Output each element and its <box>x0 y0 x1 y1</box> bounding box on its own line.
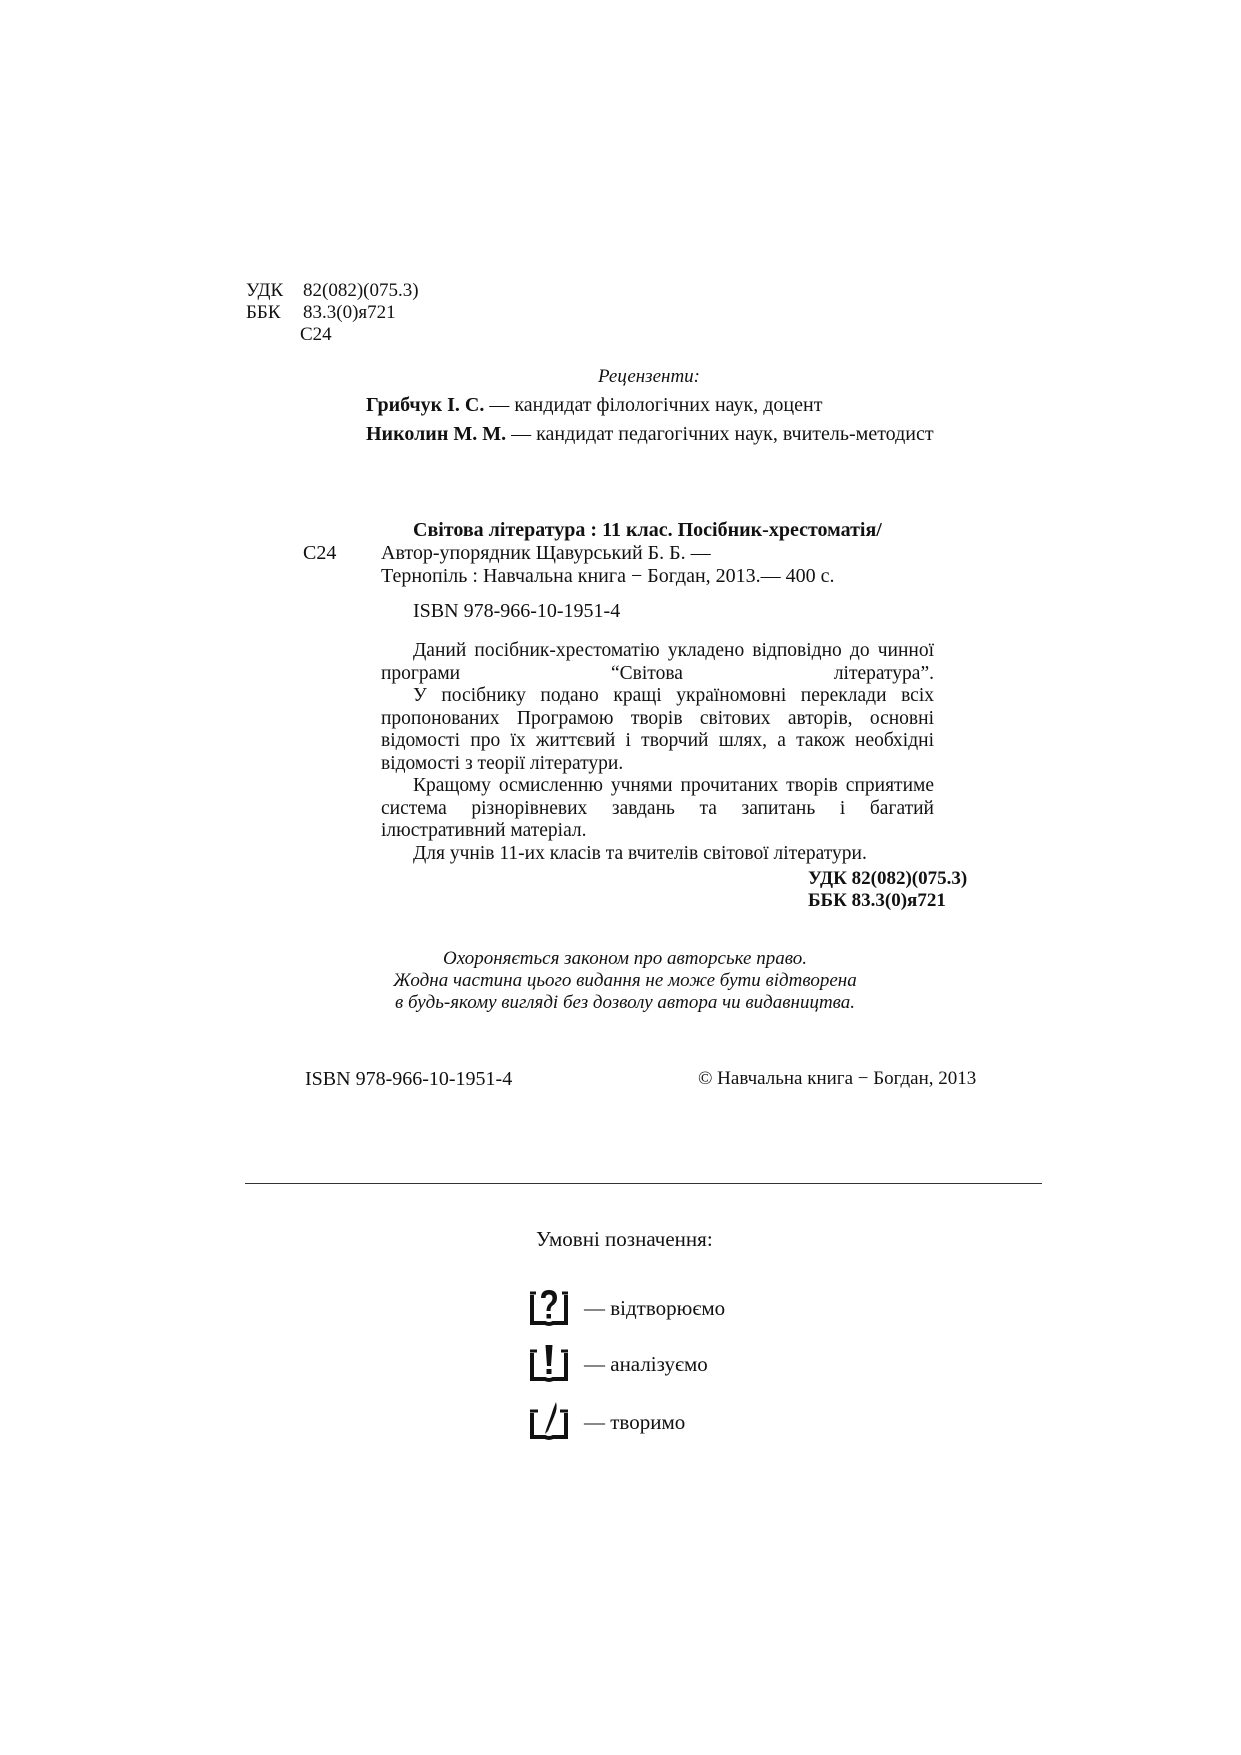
annotation-bbk: ББК 83.3(0)я721 <box>808 890 946 911</box>
udk-value: 82(082)(075.3) <box>303 280 419 301</box>
catalog-isbn: ISBN 978-966-10-1951-4 <box>413 600 621 622</box>
copyright-line: © Навчальна книга − Богдан, 2013 <box>698 1068 977 1089</box>
book-exclamation-icon <box>528 1343 570 1385</box>
legend-label: — відтворюємо <box>584 1295 726 1320</box>
catalog-author: Автор-упорядник Щавурський Б. Б. — <box>381 542 711 564</box>
annotation-paragraph: Для учнів 11-их класів та вчителів світової літератури. <box>413 842 867 864</box>
annotation-paragraph: Даний посібник-хрестоматію укладено відповідно до чинної програми “Світова література”. <box>381 640 934 684</box>
udk-key: УДК <box>246 280 284 301</box>
catalog-entry <box>303 519 963 623</box>
copyright-notice <box>330 948 920 1014</box>
book-pen-icon <box>528 1401 570 1443</box>
reviewers-title: Рецензенти: <box>598 366 701 387</box>
annotation-paragraph: У посібнику подано кращі україномовні переклади всіх пропонованих Програмою творів світових авторів, основні відомості про їх життєвий і творчий шлях, а також необхідні відомості з теорії літератури. <box>381 685 934 774</box>
author-code: С24 <box>300 324 332 345</box>
reviewer-desc: — кандидат педагогічних наук, вчитель-методист <box>506 423 934 445</box>
legend-title: Умовні позначення: <box>536 1227 713 1251</box>
legend-label: — творимо <box>584 1409 686 1434</box>
legend-item-create <box>528 1401 685 1443</box>
reviewer-line <box>366 394 822 417</box>
reviewer-name: Грибчук І. С. <box>366 394 485 416</box>
annotation-udk-block <box>808 868 967 912</box>
annotation-udk: УДК 82(082)(075.3) <box>808 868 968 889</box>
legend-label: — аналізуємо <box>584 1351 708 1376</box>
annotation-paragraph: Кращому осмисленню учнями прочитаних творів сприятиме система різнорівневих завдань та запитань і багатий ілюстративний матеріал. <box>381 775 934 841</box>
bbk-value: 83.3(0)я721 <box>303 302 396 323</box>
catalog-publisher: Тернопіль : Навчальна книга − Богдан, 2013.— 400 с. <box>381 565 835 587</box>
book-question-icon <box>528 1287 570 1329</box>
udk-block <box>246 280 419 346</box>
isbn-footer: ISBN 978-966-10-1951-4 <box>305 1068 513 1090</box>
divider <box>245 1183 1042 1184</box>
reviewer-name: Николин М. М. <box>366 423 507 445</box>
reviewer-line <box>366 423 934 446</box>
bbk-key: ББК <box>246 302 281 323</box>
reviewer-desc: — кандидат філологічних наук, доцент <box>484 394 823 416</box>
notice-line: Охороняється законом про авторське право. <box>443 948 807 969</box>
annotation <box>381 640 934 865</box>
notice-line: Жодна частина цього видання не може бути відтворена <box>393 970 857 991</box>
legend-item-reproduce <box>528 1287 725 1329</box>
book-title: Світова література : 11 клас. Посібник-хрестоматія/ <box>413 519 882 541</box>
notice-line: в будь-якому вигляді без дозволу автора чи видавництва. <box>394 992 856 1013</box>
legend-item-analyze <box>528 1343 708 1385</box>
catalog-code: С24 <box>303 542 337 564</box>
